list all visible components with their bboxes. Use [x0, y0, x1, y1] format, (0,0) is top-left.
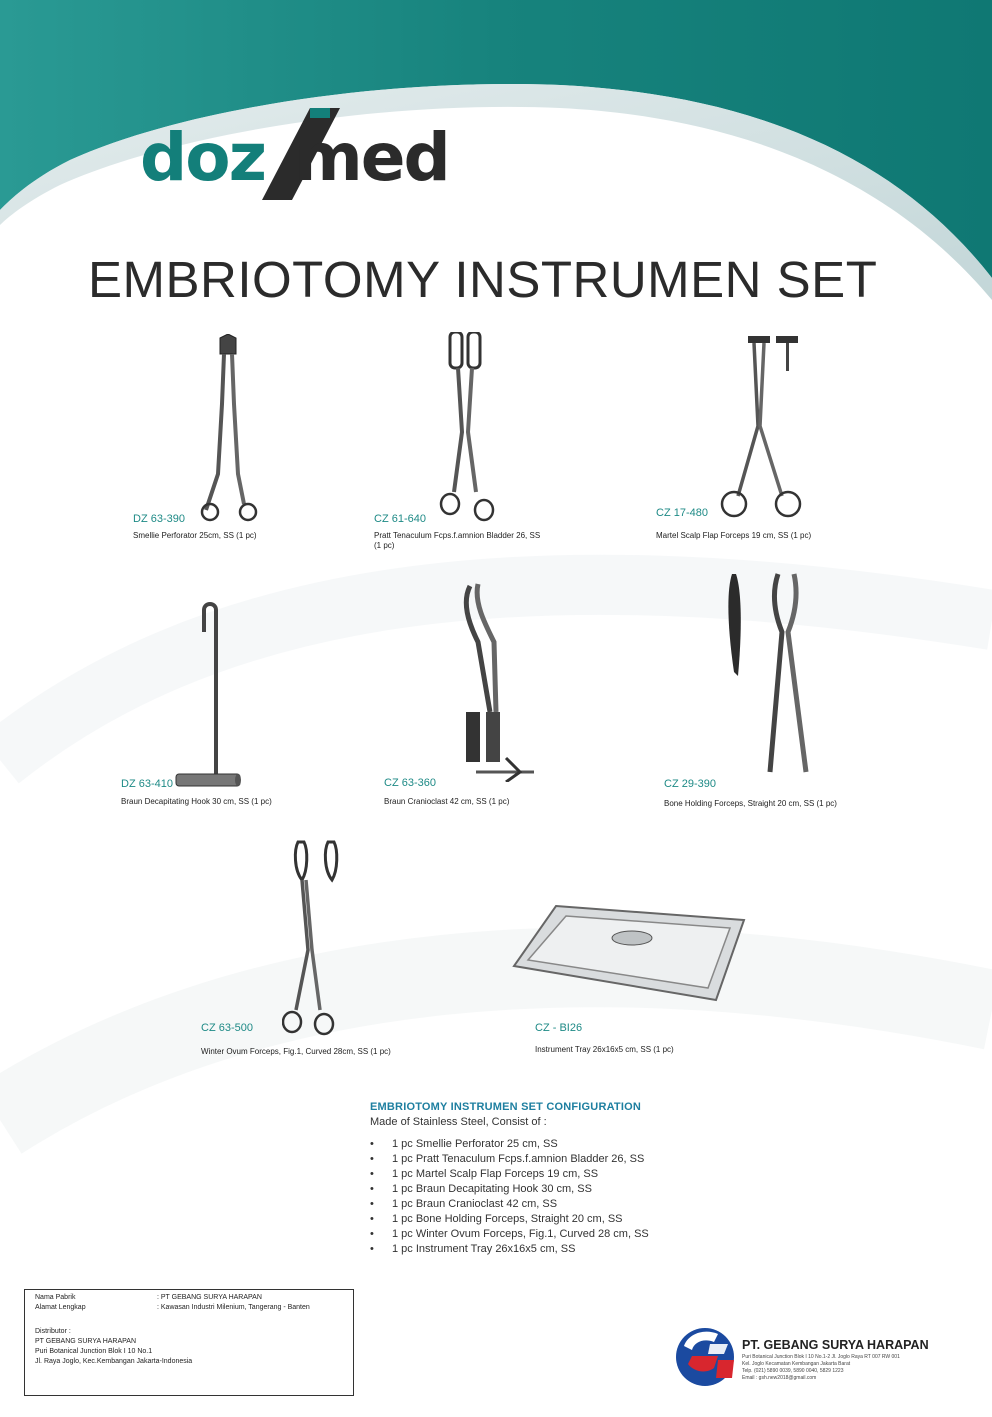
product-code: DZ 63-390 [133, 513, 185, 525]
product-description: Winter Ovum Forceps, Fig.1, Curved 28cm, SS (1 pc) [201, 1047, 391, 1056]
product-code: CZ - BI26 [535, 1022, 583, 1034]
manufacturer-info-box [24, 1289, 354, 1396]
list-item [370, 1197, 790, 1212]
product-description: Bone Holding Forceps, Straight 20 cm, SS (1 pc) [664, 799, 837, 808]
company-name: PT. GEBANG SURYA HARAPAN [742, 1338, 929, 1352]
list-item [370, 1212, 790, 1227]
product-code: CZ 17-480 [656, 507, 708, 519]
list-item-text: 1 pc Smellie Perforator 25 cm, SS [392, 1138, 558, 1150]
list-item-text: 1 pc Braun Decapitating Hook 30 cm, SS [392, 1183, 592, 1195]
bone-forceps-image [722, 572, 832, 780]
smellie-perforator-image [198, 334, 258, 524]
manufacturer-name-label: Nama Pabrik [35, 1294, 76, 1301]
list-item-text: 1 pc Instrument Tray 26x16x5 cm, SS [392, 1243, 576, 1255]
manufacturer-name-value: : PT GEBANG SURYA HARAPAN [157, 1294, 262, 1301]
product-description: Smellie Perforator 25cm, SS (1 pc) [133, 531, 257, 540]
bullet-icon: • [370, 1153, 374, 1165]
product-code: CZ 29-390 [664, 778, 716, 790]
company-phone: Telp. (021) 5890 0039, 5890 0040, 5829 1223 [742, 1368, 844, 1374]
distributor-address-line1: Puri Botanical Junction Blok I 10 No.1 [35, 1348, 153, 1355]
pratt-tenaculum-image [438, 332, 498, 526]
company-email: Email : gsh.new2018@gmail.com [742, 1375, 817, 1381]
dozmed-logo [140, 108, 450, 200]
manufacturer-name-row [35, 1294, 262, 1301]
winter-ovum-forceps-image [282, 840, 354, 1036]
instrument-tray-image [510, 902, 748, 1002]
product-code: DZ 63-410 [121, 778, 173, 790]
list-item-text: 1 pc Martel Scalp Flap Forceps 19 cm, SS [392, 1168, 599, 1180]
bullet-icon: • [370, 1228, 374, 1240]
product-description: Braun Cranioclast 42 cm, SS (1 pc) [384, 797, 510, 806]
distributor-label: Distributor : [35, 1328, 71, 1335]
bullet-icon: • [370, 1168, 374, 1180]
decapitating-hook-image [174, 602, 244, 790]
product-description: Martel Scalp Flap Forceps 19 cm, SS (1 pc) [656, 531, 812, 540]
manufacturer-address-value: : Kawasan Industri Milenium, Tangerang - Banten [157, 1304, 310, 1311]
bullet-icon: • [370, 1183, 374, 1195]
list-item [370, 1137, 790, 1152]
manufacturer-address-row [35, 1304, 310, 1311]
configuration-section [370, 1101, 790, 1257]
list-item-text: 1 pc Winter Ovum Forceps, Fig.1, Curved 28 cm, SS [392, 1228, 649, 1240]
distributor-name: PT GEBANG SURYA HARAPAN [35, 1338, 137, 1345]
bullet-icon: • [370, 1198, 374, 1210]
company-block [674, 1324, 974, 1394]
product-code: CZ 61-640 [374, 513, 426, 525]
bullet-icon: • [370, 1243, 374, 1255]
cranioclast-image [456, 582, 540, 782]
manufacturer-address-label: Alamat Lengkap [35, 1304, 86, 1311]
product-description: Instrument Tray 26x16x5 cm, SS (1 pc) [535, 1045, 674, 1054]
product-code: CZ 63-360 [384, 777, 436, 789]
list-item [370, 1227, 790, 1242]
list-item [370, 1152, 790, 1167]
company-address-line1: Puri Botanical Junction Blok I 10 No.1-2 Jl. Joglo Raya RT 007 RW 001 [742, 1354, 900, 1360]
company-address-line2: Kel. Joglo Kecamatan Kembangan Jakarta Barat [742, 1361, 851, 1367]
list-item [370, 1182, 790, 1197]
product-description: Pratt Tenaculum Fcps.f.amnion Bladder 26, SS (1 pc) [374, 531, 541, 550]
bullet-icon: • [370, 1213, 374, 1225]
configuration-title: EMBRIOTOMY INSTRUMEN SET CONFIGURATION [370, 1101, 641, 1113]
martel-forceps-image [718, 336, 814, 522]
configuration-list [370, 1137, 790, 1257]
page-title: EMBRIOTOMY INSTRUMEN SET [88, 251, 878, 308]
distributor-address-line2: Jl. Raya Joglo, Kec.Kembangan Jakarta-Indonesia [35, 1358, 193, 1365]
logo-text-med: med [294, 119, 449, 196]
gsh-logo-icon [674, 1324, 736, 1390]
list-item [370, 1242, 790, 1257]
product-description: Braun Decapitating Hook 30 cm, SS (1 pc) [121, 797, 272, 806]
list-item [370, 1167, 790, 1182]
list-item-text: 1 pc Bone Holding Forceps, Straight 20 cm, SS [392, 1213, 623, 1225]
bullet-icon: • [370, 1138, 374, 1150]
list-item-text: 1 pc Pratt Tenaculum Fcps.f.amnion Bladder 26, SS [392, 1153, 645, 1165]
list-item-text: 1 pc Braun Cranioclast 42 cm, SS [392, 1198, 558, 1210]
configuration-subtitle: Made of Stainless Steel, Consist of : [370, 1116, 547, 1128]
product-code: CZ 63-500 [201, 1022, 253, 1034]
logo-text-doz: doz [140, 119, 266, 196]
